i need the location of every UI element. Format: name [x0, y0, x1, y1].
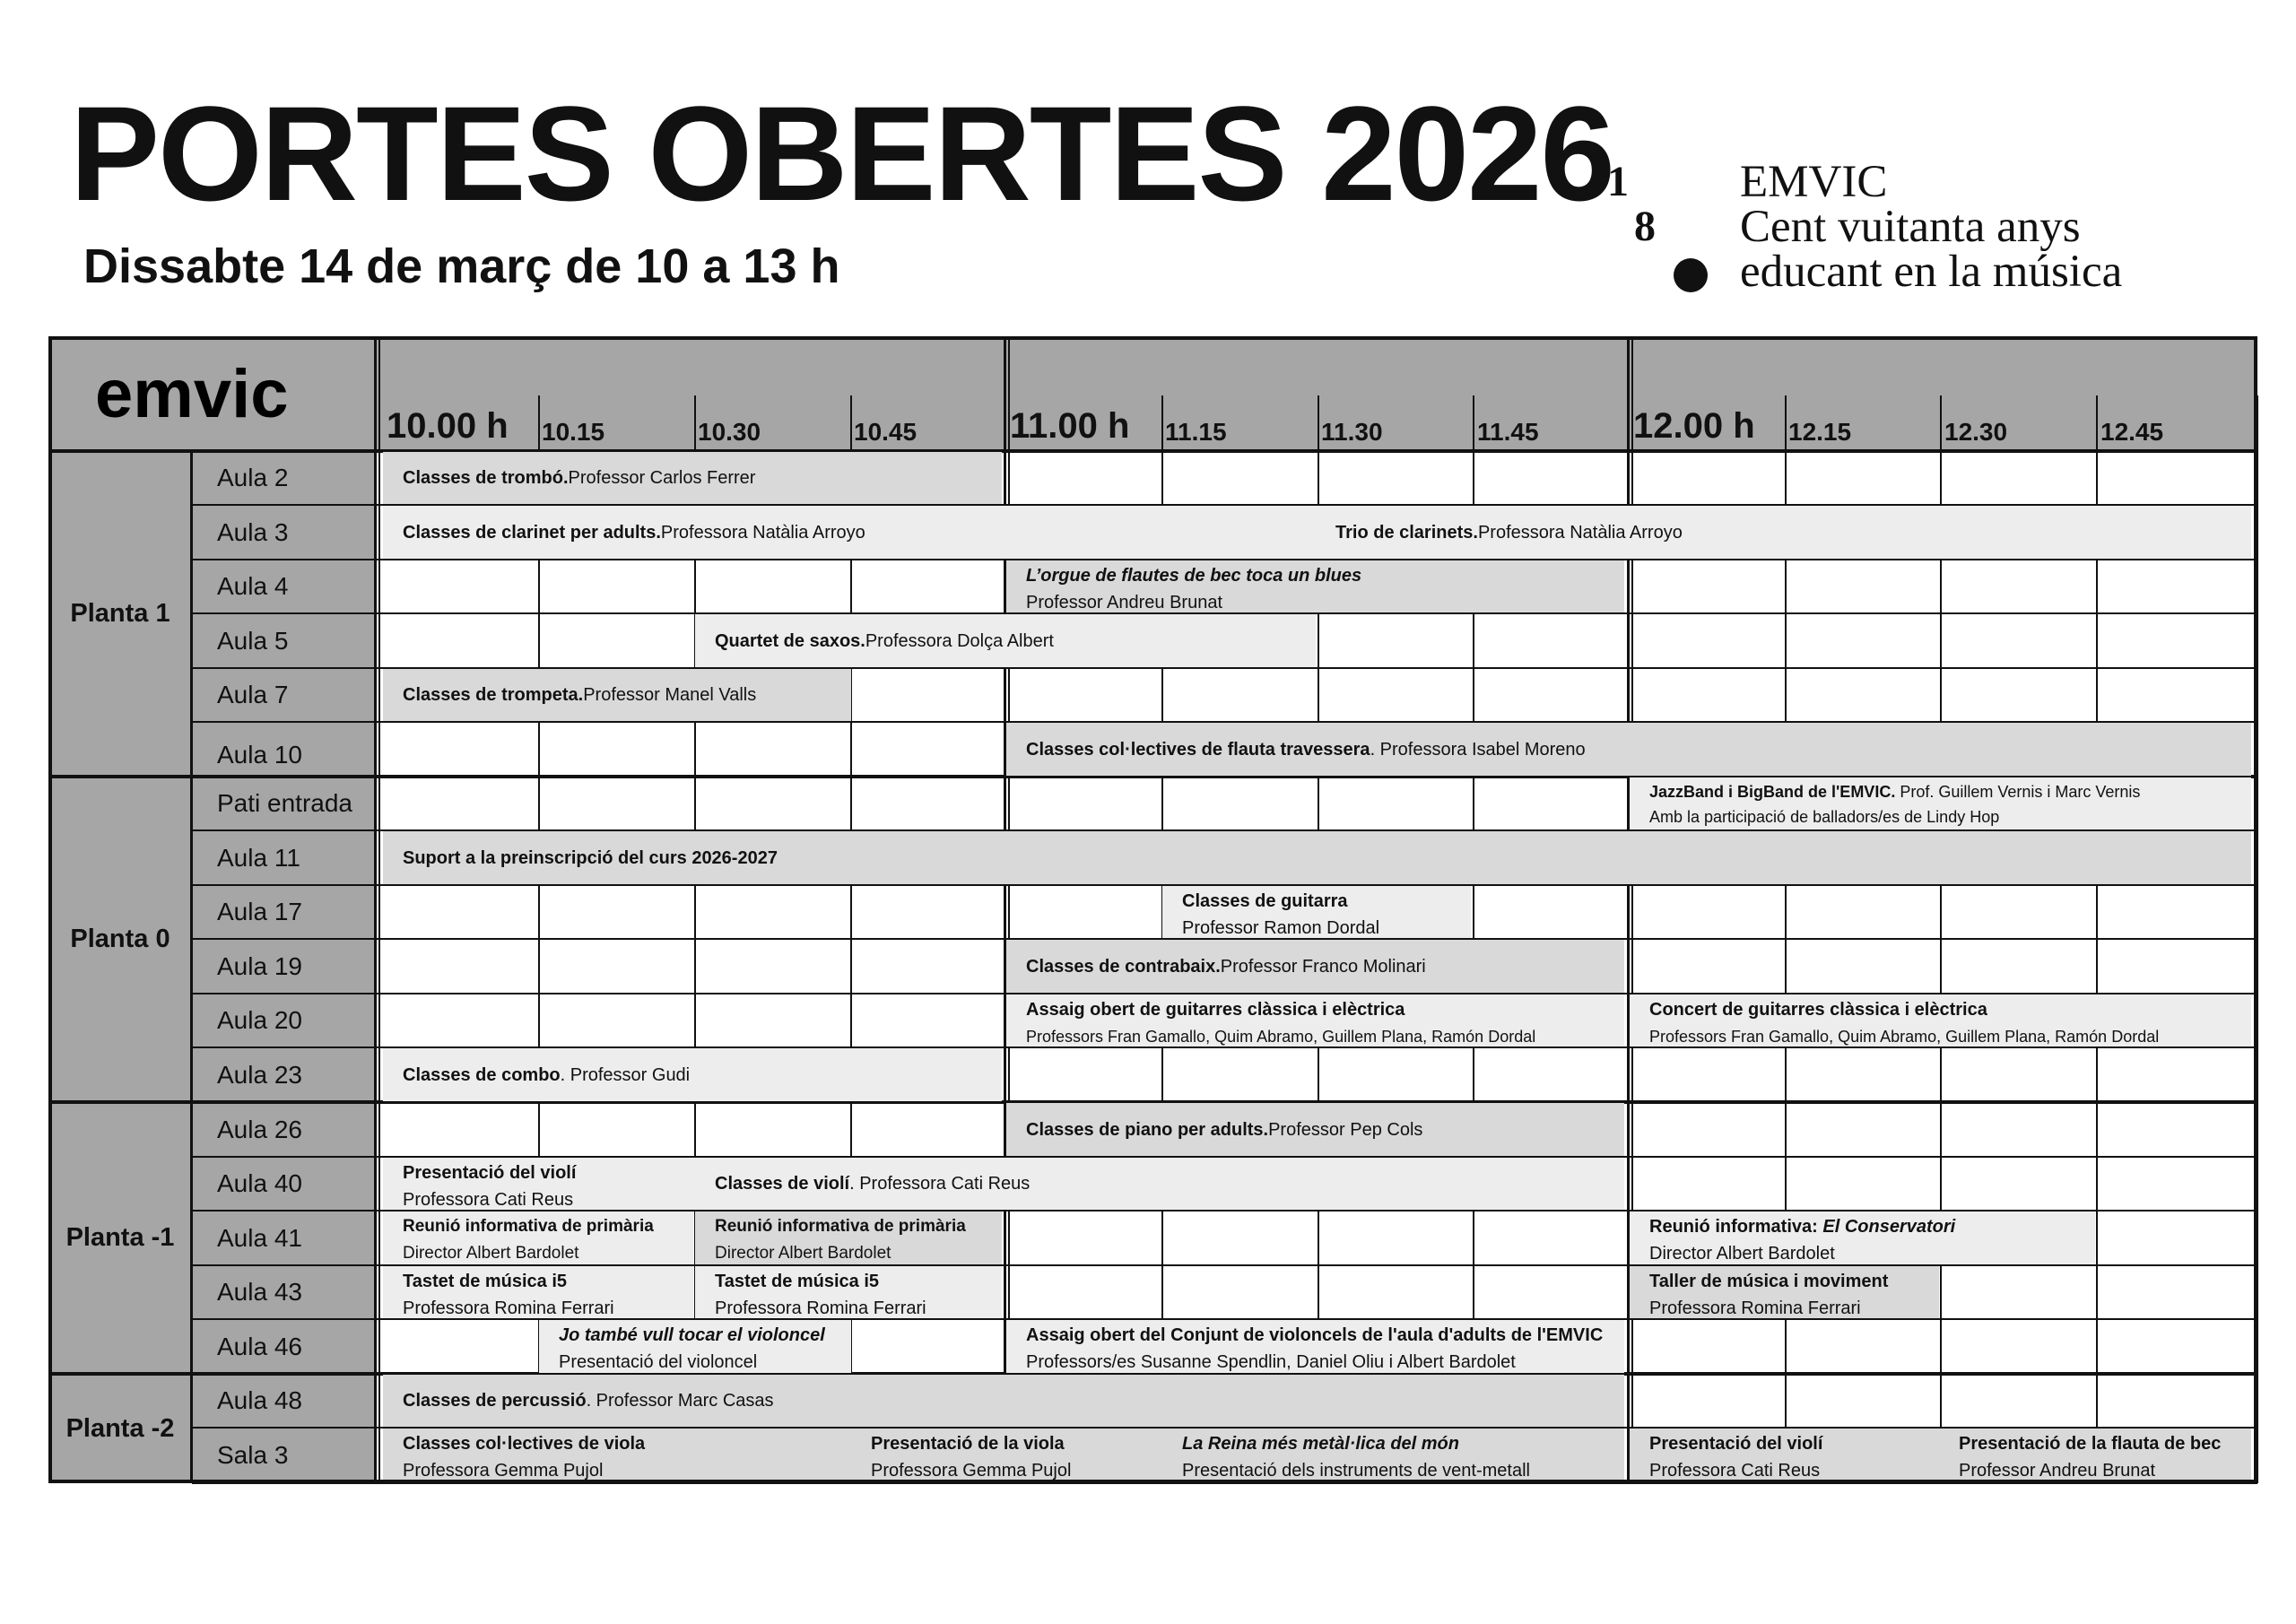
event-aula-26-piano-adults: Classes de piano per adults. Professor Pep Cols — [1006, 1103, 1624, 1156]
floor-planta-0: Planta 0 — [48, 777, 192, 1102]
floor-planta-minus-2: Planta -2 — [48, 1374, 192, 1483]
logo-line-tagline: educant en la música — [1740, 247, 2123, 297]
event-aula-17-guitarra: Classes de guitarra Professor Ramon Dordal — [1162, 886, 1471, 938]
room-aula-11: Aula 11 — [192, 830, 377, 885]
room-aula-41: Aula 41 — [192, 1211, 377, 1265]
event-aula-46-conjunt-violoncels: Assaig obert del Conjunt de violoncels de l'aula d'adults de l'EMVIC Professors/es Susanne Spendlin, Daniel Oliu i Albert Bardolet — [1006, 1320, 1624, 1373]
event-aula-20-assaig-guitarres: Assaig obert de guitarres clàssica i elèctrica Professors Fran Gamallo, Quim Abramo, Guillem Plana, Ramón Dordal — [1006, 994, 1624, 1046]
time-label-12-15: 12.15 — [1788, 418, 1852, 446]
event-aula-40-classes-violi: Classes de violí . Professora Cati Reus — [695, 1158, 1624, 1210]
time-label-10-30: 10.30 — [698, 418, 761, 446]
time-label-12-30: 12.30 — [1944, 418, 2008, 446]
room-aula-46: Aula 46 — [192, 1319, 377, 1374]
room-aula-23: Aula 23 — [192, 1047, 377, 1102]
event-aula-43-taller-moviment: Taller de música i moviment Professora Romina Ferrari — [1630, 1266, 1939, 1318]
event-aula-19-contrabaix: Classes de contrabaix. Professor Franco Molinari — [1006, 940, 1624, 993]
time-label-11-30: 11.30 — [1321, 418, 1383, 446]
time-label-12-00: 12.00 h — [1633, 406, 1755, 446]
room-aula-17: Aula 17 — [192, 885, 377, 939]
event-sala-3-viola-collectives: Classes col·lectives de viola Professora Gemma Pujol — [383, 1429, 851, 1481]
room-aula-7: Aula 7 — [192, 668, 377, 722]
event-aula-5-quartet-saxos: Quartet de saxos. Professora Dolça Albert — [695, 614, 1316, 667]
schedule-table — [48, 336, 2257, 1483]
room-aula-10: Aula 10 — [192, 722, 377, 777]
event-aula-46-violoncel: Jo també vull tocar el violoncel Presentació del violoncel — [539, 1320, 851, 1373]
logo-line-emvic: EMVIC — [1740, 157, 1888, 207]
event-aula-3-trio-clarinets: Trio de clarinets. Professora Natàlia Arroyo — [1316, 506, 2251, 559]
emvic-table-logo-text: emvic — [95, 356, 289, 428]
event-aula-41-reunio-conservatori: Reunió informativa: El Conservatori Director Albert Bardolet — [1630, 1211, 2095, 1264]
time-label-12-45: 12.45 — [2100, 418, 2164, 446]
event-aula-11-preinscripcio: Suport a la preinscripció del curs 2026-2027 — [383, 831, 2251, 884]
room-aula-48: Aula 48 — [192, 1374, 377, 1428]
event-sala-3-presentacio-violi: Presentació del violí Professora Cati Reus — [1630, 1429, 1939, 1481]
room-aula-19: Aula 19 — [192, 939, 377, 994]
room-aula-5: Aula 5 — [192, 613, 377, 668]
page-subtitle: Dissabte 14 de març de 10 a 13 h — [83, 239, 840, 293]
time-label-11-15: 11.15 — [1165, 418, 1227, 446]
event-aula-10-flauta-travessera: Classes col·lectives de flauta travessera . Professora Isabel Moreno — [1006, 723, 2251, 776]
time-label-11-00: 11.00 h — [1010, 406, 1130, 446]
event-sala-3-reina-metallica: La Reina més metàl·lica del món Presentació dels instruments de vent-metall — [1162, 1429, 1624, 1481]
logo-line-anniversary: Cent vuitanta anys — [1740, 202, 2081, 252]
logo-digit-eight: 8 — [1634, 203, 1656, 250]
event-sala-3-flauta-bec: Presentació de la flauta de bec Professor Andreu Brunat — [1939, 1429, 2251, 1481]
time-label-10-00: 10.00 h — [387, 406, 509, 446]
event-aula-23-combo: Classes de combo . Professor Gudi — [383, 1048, 1002, 1101]
event-aula-41-reunio-primaria-2: Reunió informativa de primària Director Albert Bardolet — [695, 1211, 1002, 1264]
room-pati-entrada: Pati entrada — [192, 777, 377, 830]
room-aula-20: Aula 20 — [192, 994, 377, 1047]
room-aula-2: Aula 2 — [192, 451, 377, 505]
event-aula-48-percussio: Classes de percussió . Professor Marc Casas — [383, 1375, 1624, 1427]
event-aula-4-orgue-flautes: L’orgue de flautes de bec toca un blues Professor Andreu Brunat — [1006, 560, 1624, 612]
room-aula-26: Aula 26 — [192, 1102, 377, 1157]
table-outer-border — [48, 336, 2257, 1483]
floor-planta-minus-1: Planta -1 — [48, 1102, 192, 1374]
floor-planta-1: Planta 1 — [48, 451, 192, 777]
room-aula-4: Aula 4 — [192, 560, 377, 613]
time-label-10-45: 10.45 — [854, 418, 918, 446]
event-aula-3-clarinet-adults: Classes de clarinet per adults. Professora Natàlia Arroyo — [383, 506, 1316, 559]
event-aula-20-concert-guitarres: Concert de guitarres clàssica i elèctrica Professors Fran Gamallo, Quim Abramo, Guillem Plana, Ramón Dordal — [1630, 994, 2251, 1046]
event-sala-3-presentacio-viola: Presentació de la viola Professora Gemma Pujol — [851, 1429, 1162, 1481]
logo-dot-icon — [1674, 258, 1708, 292]
logo-digit-one: 1 — [1607, 158, 1629, 205]
event-aula-43-tastet-2: Tastet de música i5 Professora Romina Ferrari — [695, 1266, 1002, 1318]
event-aula-7-trompeta: Classes de trompeta. Professor Manel Valls — [383, 669, 851, 721]
room-aula-40: Aula 40 — [192, 1157, 377, 1211]
event-aula-43-tastet-1: Tastet de música i5 Professora Romina Ferrari — [383, 1266, 693, 1318]
event-pati-jazzband: JazzBand i BigBand de l'EMVIC. Prof. Guillem Vernis i Marc Vernis Amb la participació de balladors/es de Lindy Hop — [1630, 777, 2251, 829]
room-sala-3: Sala 3 — [192, 1428, 377, 1483]
page-title: PORTES OBERTES 2026 — [70, 78, 1613, 229]
room-aula-3: Aula 3 — [192, 505, 377, 560]
event-aula-41-reunio-primaria-1: Reunió informativa de primària Director Albert Bardolet — [383, 1211, 693, 1264]
time-label-11-45: 11.45 — [1477, 418, 1539, 446]
time-label-10-15: 10.15 — [542, 418, 605, 446]
event-aula-40-presentacio-violi: Presentació del violí Professora Cati Reus — [383, 1158, 695, 1210]
room-aula-43: Aula 43 — [192, 1265, 377, 1319]
event-aula-2-trombo: Classes de trombó. Professor Carlos Ferrer — [383, 452, 1002, 504]
